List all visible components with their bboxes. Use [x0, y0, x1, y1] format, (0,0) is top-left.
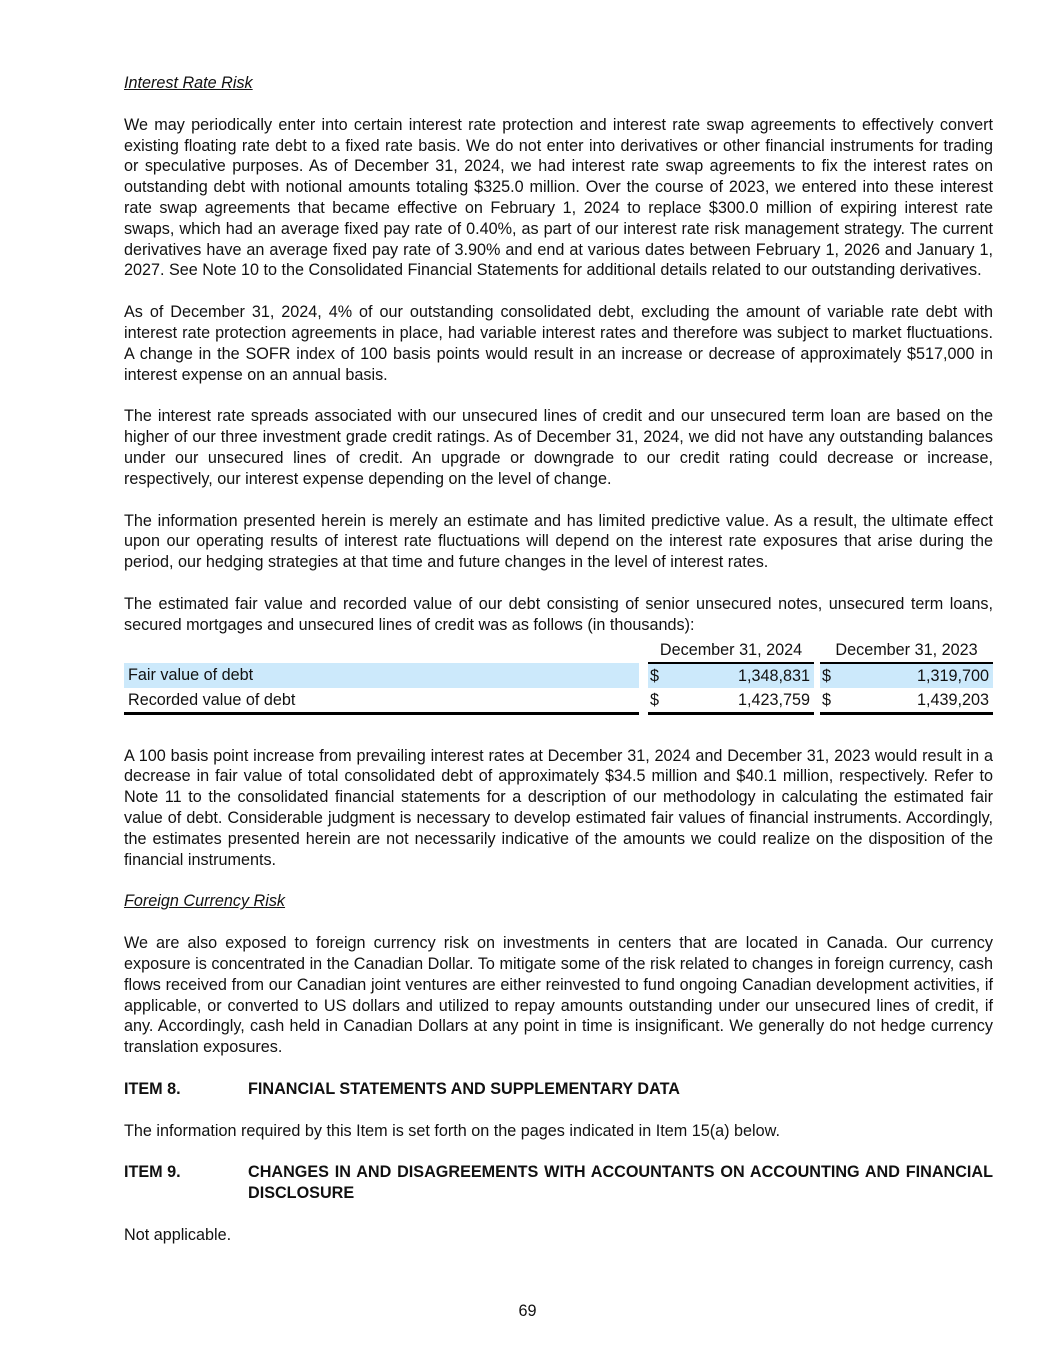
- interest-rate-paragraph-1: We may periodically enter into certain interest rate protection and interest rate swap agreements to effectively convert existing floating rate debt to a fixed rate basis. We do not enter into derivatives or other financial instruments for trading or speculative purposes. As of December 31, 2024, we had interest rate swap agreements to fix the interest rates on outstanding debt with notional amounts totaling $325.0 million. Over the course of 2023, we entered into these interest rate swap agreements that became effective on February 1, 2024 to replace $300.0 million of expiring interest rate swaps, which had an average fixed pay rate of 0.40%, as part of our interest rate risk management strategy. The current derivatives have an average fixed pay rate of 3.90% and end at various dates between February 1, 2026 and January 1, 2027. See Note 10 to the Consolidated Financial Statements for additional details related to our outstanding derivatives.: [124, 115, 993, 280]
- interest-rate-paragraph-4: The information presented herein is merely an estimate and has limited predictive value. As a result, the ultimate effect upon our operating results of interest rate fluctuations will depend on the interest rate exposures that arise during the period, our hedging strategies at that time and future changes in the level of interest rates.: [124, 511, 993, 572]
- column-header-2024: December 31, 2024: [648, 638, 814, 663]
- item-8-title: FINANCIAL STATEMENTS AND SUPPLEMENTARY DATA: [248, 1079, 680, 1098]
- item-8-number: ITEM 8.: [124, 1079, 181, 1098]
- item-9-number: ITEM 9.: [124, 1163, 181, 1182]
- currency-symbol: $: [648, 688, 664, 714]
- debt-value-table: [124, 638, 993, 715]
- foreign-currency-paragraph: We are also exposed to foreign currency risk on investments in centers that are located in Canada. Our currency exposure is concentrated in the Canadian Dollar. To mitigate some of the risk related to changes in foreign currency, cash flows received from our Canadian joint ventures are either reinvested to fund ongoing Canadian development activities, if applicable, or converted to US dollars and utilized to repay amounts outstanding under our unsecured lines of credit, if any. Accordingly, cash held in Canadian Dollars at any point in time is insignificant. We generally do not hedge currency translation exposures.: [124, 934, 993, 1057]
- page-content: [124, 73, 993, 1246]
- table-row: [124, 688, 993, 714]
- item-8-heading: [124, 1079, 993, 1100]
- interest-rate-paragraph-2: As of December 31, 2024, 4% of our outstanding consolidated debt, excluding the amount of variable rate debt with interest rate protection agreements in place, had variable interest rates and therefore was subject to market fluctuations. A change in the SOFR index of 100 basis points would result in an increase or decrease of approximately $517,000 in interest expense on an annual basis.: [124, 303, 993, 384]
- fair-value-paragraph: A 100 basis point increase from prevailing interest rates at December 31, 2024 and December 31, 2023 would result in a decrease in fair value of total consolidated debt of approximately $34.5 million and $40.1 million, respectively. Refer to Note 11 to the consolidated financial statements for a description of our methodology in calculating the estimated fair value of debt. Considerable judgment is necessary to develop estimated fair values of financial instruments. Accordingly, the estimates presented herein are not necessarily indicative of the amounts we could realize on the disposition of the financial instruments.: [124, 746, 993, 869]
- table-header-row: [124, 638, 993, 663]
- interest-rate-risk-heading: Interest Rate Risk: [124, 74, 253, 92]
- item-9-body: Not applicable.: [124, 1226, 232, 1245]
- foreign-currency-risk-heading: Foreign Currency Risk: [124, 892, 286, 911]
- table-row: [124, 663, 993, 688]
- column-header-2023: December 31, 2023: [820, 638, 993, 663]
- interest-rate-paragraph-5: The estimated fair value and recorded value of our debt consisting of senior unsecured notes, unsecured term loans, secured mortgages and unsecured lines of credit was as follows (in thousands):: [124, 594, 993, 634]
- currency-symbol: $: [820, 688, 836, 714]
- row-label: Fair value of debt: [124, 663, 639, 688]
- item-9-title: CHANGES IN AND DISAGREEMENTS WITH ACCOUNTANTS ON ACCOUNTING AND FINANCIAL DISCLOSURE: [248, 1163, 993, 1203]
- currency-symbol: $: [820, 663, 836, 688]
- interest-rate-paragraph-3: The interest rate spreads associated with our unsecured lines of credit and our unsecured term loan are based on the higher of our three investment grade credit ratings. As of December 31, 2024, we did not have any outstanding balances under our unsecured lines of credit. An upgrade or downgrade to our credit rating could decrease or increase, respectively, our interest expense depending on the level of change.: [124, 407, 993, 488]
- value-2023: 1,319,700: [836, 663, 993, 688]
- item-8-body: The information required by this Item is set forth on the pages indicated in Item 15(a) below.: [124, 1121, 780, 1140]
- currency-symbol: $: [648, 663, 664, 688]
- value-2023: 1,439,203: [836, 688, 993, 714]
- value-2024: 1,423,759: [664, 688, 814, 714]
- value-2024: 1,348,831: [664, 663, 814, 688]
- page-number: 69: [518, 1302, 537, 1320]
- row-label: Recorded value of debt: [124, 688, 639, 714]
- item-9-heading: [124, 1162, 993, 1204]
